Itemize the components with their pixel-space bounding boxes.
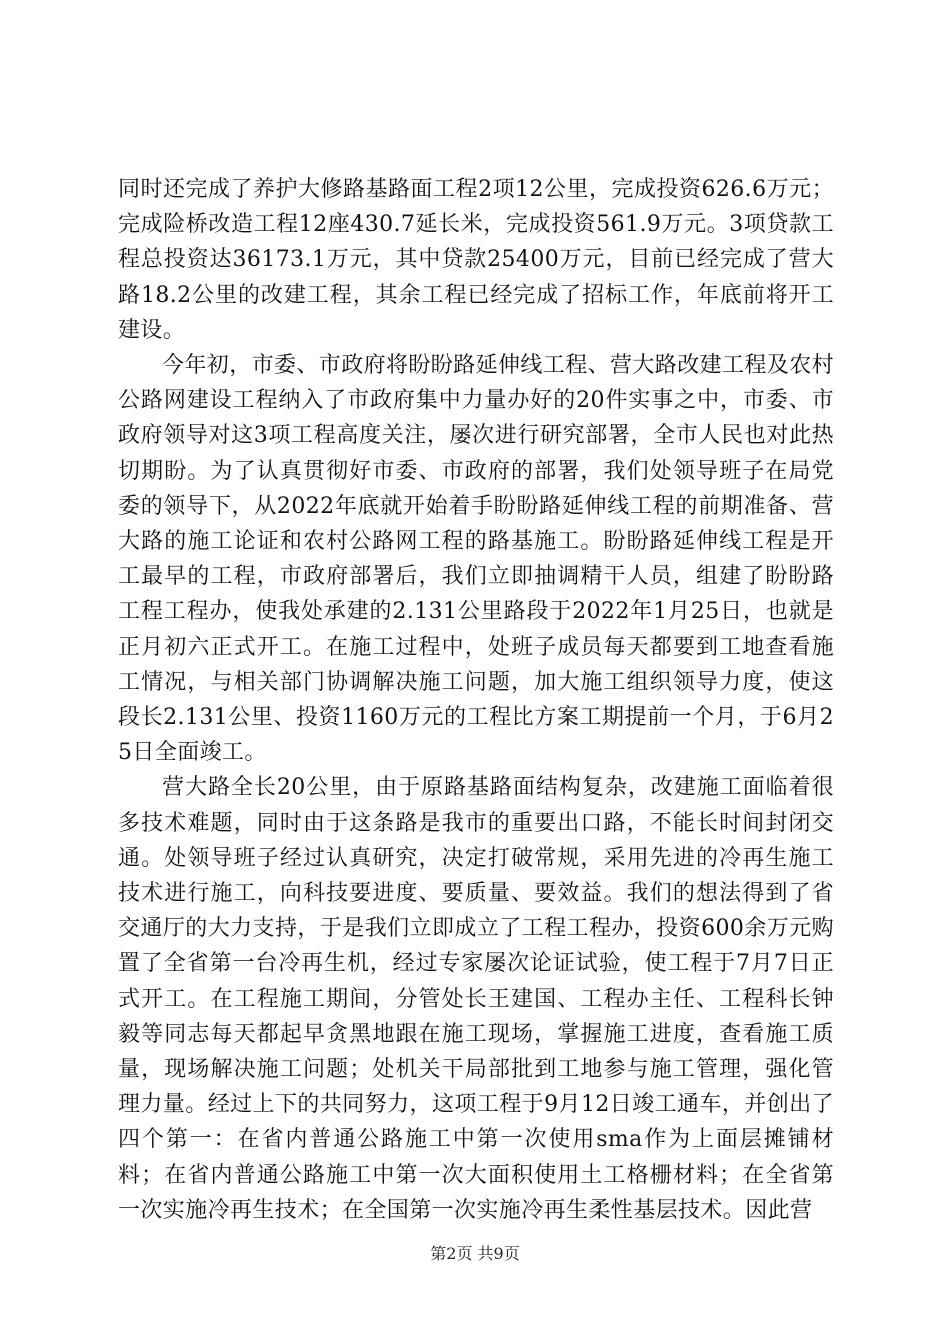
body-text — [118, 172, 834, 1228]
paragraph-panpan-road: 今年初，市委、市政府将盼盼路延伸线工程、营大路改建工程及农村公路网建设工程纳入了市政府集中力量办好的20件实事之中，市委、市政府领导对这3项工程高度关注，屡次进行研究部署，全市人民也对此热切期盼。为了认真贯彻好市委、市政府的部署，我们处领导班子在局党委的领导下，从2022年底就开始着手盼盼路延伸线工程的前期准备、营大路的施工论证和农村公路网工程的路基施工。盼盼路延伸线工程是开工最早的工程，市政府部署后，我们立即抽调精干人员，组建了盼盼路工程工程办，使我处承建的2.131公里路段于2022年1月25日，也就是正月初六正式开工。在施工过程中，处班子成员每天都要到工地查看施工情况，与相关部门协调解决施工问题，加大施工组织领导力度，使这段长2.131公里、投资1160万元的工程比方案工期提前一个月，于6月25日全面竣工。 — [118, 353, 835, 766]
paragraph-continuation: 同时还完成了养护大修路基路面工程2项12公里，完成投资626.6万元；完成险桥改造工程12座430.7延长米，完成投资561.9万元。3项贷款工程总投资达36173.1万元，其中贷款25400万元，目前已经完成了营大路18.2公里的改建工程，其余工程已经完成了招标工作，年底前将开工建设。 — [118, 177, 834, 343]
page-footer: 第2页 共9页 — [430, 1244, 520, 1263]
paragraph-yingda-road: 营大路全长20公里，由于原路基路面结构复杂，改建施工面临着很多技术难题，同时由于这条路是我市的重要出口路，不能长时间封闭交通。处领导班子经过认真研究，决定打破常规，采用先进的冷再生施工技术进行施工，向科技要进度、要质量、要效益。我们的想法得到了省交通厅的大力支持，于是我们立即成立了工程工程办，投资600余万元购置了全省第一台冷再生机，经过专家屡次论证试验，使工程于7月7日正式开工。在工程施工期间，分管处长王建国、工程办主任、工程科长钟毅等同志每天都起早贪黑地跟在施工现场，掌握施工进度，查看施工质量，现场解决施工问题；处机关干局部批到工地参与施工管理，强化管理力量。经过上下的共同努力，这项工程于9月12日竣工通车，并创出了四个第一：在省内普通公路施工中第一次使用sma作为上面层摊铺材料；在省内普通公路施工中第一次大面积使用土工格栅材料；在全省第一次实施冷再生技术；在全国第一次实施冷再生柔性基层技术。因此营 — [118, 775, 834, 1223]
